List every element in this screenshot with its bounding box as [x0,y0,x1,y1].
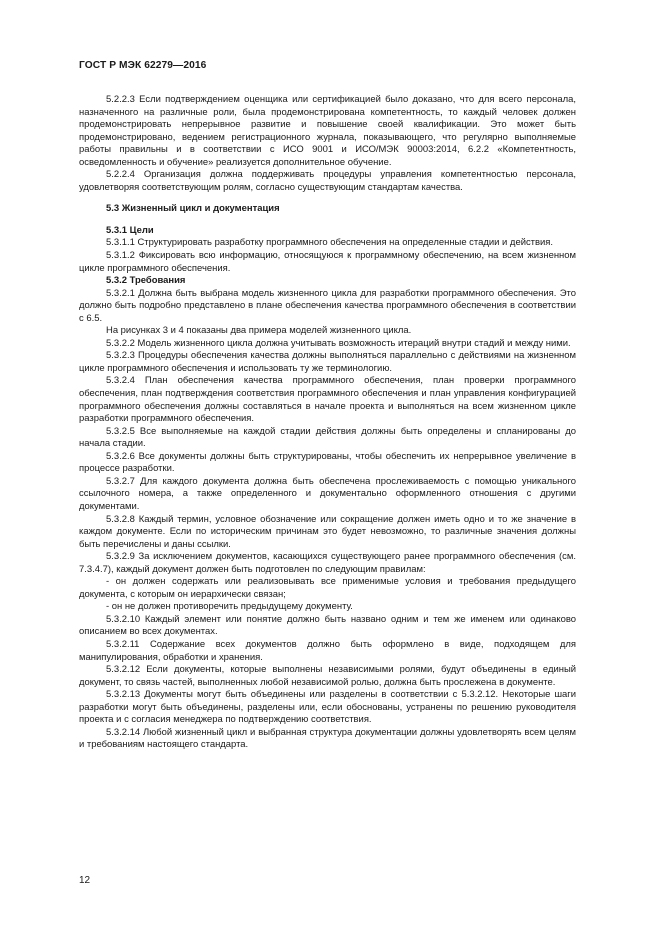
document-header: ГОСТ Р МЭК 62279—2016 [79,60,207,71]
section-heading-5-3: 5.3 Жизненный цикл и документация [106,203,280,215]
paragraph-5-3-2-8: 5.3.2.8 Каждый термин, условное обозначение или сокращение должен иметь одно и то же значение в каждом документе. Если по историческим причинам это будет невозможно, то различные значения должны быть перечислены и даны ссылки. [79,513,576,550]
subsection-heading-5-3-1: 5.3.1 Цели [106,224,154,236]
paragraph-5-3-2-9: 5.3.2.9 За исключением документов, касающихся существующего ранее программного обеспечения (см. 7.3.4.7), каждый документ должен быть подготовлен по следующим правилам: [79,551,576,575]
paragraph-5-2-2-4: 5.2.2.4 Организация должна поддерживать процедуры управления компетентностью персонала, удовлетворяя соответствующим ролям, согласно существующим стандартам качества. [79,169,576,193]
paragraph-5-3-2-13: 5.3.2.13 Документы могут быть объединены или разделены в соответствии с 5.3.2.12. Некоторые шаги разработки могут быть объединены, разделены или, если обоснованы, устранены по решению руководителя проекта и с согласия менеджера по подтверждению соответствия. [79,689,576,726]
paragraph-5-3-2-11: 5.3.2.11 Содержание всех документов должно быть оформлено в виде, подходящем для манипулирования, обработки и хранения. [79,638,576,663]
page-number: 12 [79,875,91,886]
paragraph-5-3-2-10: 5.3.2.10 Каждый элемент или понятие должно быть названо одним и тем же именем или одинаково описанием во всех документах. [79,613,576,638]
paragraph-5-3-1-1: 5.3.1.1 Структурировать разработку программного обеспечения на определенные стадии и действия. [106,237,554,249]
paragraph-5-3-2-5: 5.3.2.5 Все выполняемые на каждой стадии действия должны быть определены и спланированы до начала стадии. [79,425,576,450]
paragraph-5-3-2-2: 5.3.2.2 Модель жизненного цикла должна учитывать возможность итераций внутри стадий и между ними. [106,337,571,349]
subsection-heading-5-3-2: 5.3.2 Требования [106,275,186,287]
paragraph-5-3-2-12: 5.3.2.12 Если документы, которые выполнены независимыми ролями, будут объединены в единый документ, то связь частей, выполненных любой независимой ролью, должна быть прослежена в документе. [79,664,576,688]
paragraph-5-2-2-3: 5.2.2.3 Если подтверждением оценщика или сертификацией было доказано, что для всего персонала, назначенного на различные роли, была продемонстрирована компетентность, то каждый человек должен продемонстрировать непрерывное развитие и повышение своей квалификации. Это может быть продемонстрировано, ведением регистрационного журнала, показывающего, что регулярно выполняемые работы правильны и в соответствии с ИСО 9001 и ИСО/МЭК 90003:2014, 6.2.2 «Компетентность, осведомленность и обучение» реализуется дополнительное обучение. [79,94,576,168]
paragraph-5-3-2-6: 5.3.2.6 Все документы должны быть структурированы, чтобы обеспечить их непрерывное увеличение в процессе разработки. [79,450,576,475]
paragraph-5-3-2-7: 5.3.2.7 Для каждого документа должна быть обеспечена прослеживаемость с помощью уникального ссылочного номера, а также определенного и документально оформленного отношения с другими документами. [79,475,576,512]
paragraph-5-3-1-2: 5.3.1.2 Фиксировать всю информацию, относящуюся к программному обеспечению, на всем жизненном цикле программного обеспечения. [79,250,576,274]
paragraph-figures-note: На рисунках 3 и 4 показаны два примера моделей жизненного цикла. [106,325,412,337]
paragraph-5-3-2-14: 5.3.2.14 Любой жизненный цикл и выбранная структура документации должны удовлетворять всем целям и требованиям настоящего стандарта. [79,726,576,751]
paragraph-5-3-2-3: 5.3.2.3 Процедуры обеспечения качества должны выполняться параллельно с действиями на жизненном цикле программного обеспечения и использовать ту же терминологию. [79,350,576,374]
paragraph-5-3-2-4: 5.3.2.4 План обеспечения качества программного обеспечения, план проверки программного обеспечения, план подтверждения соответствия программного обеспечения и план управления конфигурацией программного обеспечения должны составляться в начале проекта и выполняться на всем жизненном цикле разработки программного обеспечения. [79,375,576,425]
list-item: - он должен содержать или реализовывать все применимые условия и требования предыдущего документа, с которым он иерархически связан; [79,576,576,600]
list-item: - он не должен противоречить предыдущему документу. [106,601,353,613]
paragraph-5-3-2-1: 5.3.2.1 Должна быть выбрана модель жизненного цикла для разработки программного обеспечения. Это должно быть подробно представлено в плане обеспечения качества программного обеспечения в соответствии с 6.5. [79,287,576,324]
document-body [79,94,576,752]
